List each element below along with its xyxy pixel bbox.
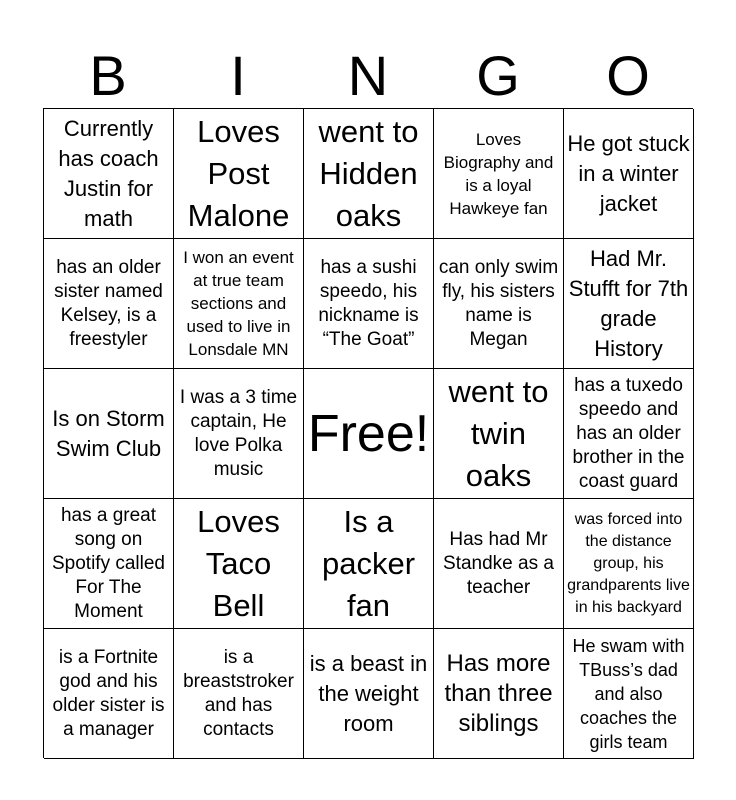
cell-text: can only swim fly, his sisters name is Megan: [438, 256, 559, 350]
bingo-cell[interactable]: [564, 499, 694, 629]
bingo-cell[interactable]: [174, 629, 304, 759]
cell-text: Had Mr. Stufft for 7th grade History: [568, 245, 689, 361]
bingo-cell[interactable]: [304, 499, 434, 629]
cell-text: was forced into the distance group, his grandparents live in his backyard: [567, 510, 690, 616]
cell-text: He got stuck in a winter jacket: [567, 130, 690, 216]
free-space-cell[interactable]: [304, 369, 434, 499]
cell-text: went to twin oaks: [448, 373, 549, 493]
cell-text: is a beast in the weight room: [309, 650, 428, 736]
bingo-cell[interactable]: [434, 499, 564, 629]
bingo-cell[interactable]: [434, 109, 564, 239]
cell-text: He swam with TBuss’s dad and also coaches the girls team: [572, 635, 685, 752]
bingo-cell[interactable]: [174, 369, 304, 499]
bingo-cell[interactable]: [564, 629, 694, 759]
bingo-cell[interactable]: [174, 239, 304, 369]
bingo-cell[interactable]: [304, 239, 434, 369]
bingo-cell[interactable]: [564, 239, 694, 369]
bingo-cell[interactable]: [304, 629, 434, 759]
cell-text: Is on Storm Swim Club: [52, 405, 165, 461]
cell-text: has a great song on Spotify called For The Moment: [51, 504, 165, 622]
bingo-cell[interactable]: [564, 369, 694, 499]
header-letter-o: O: [606, 44, 650, 107]
cell-text: went to Hidden oaks: [318, 113, 419, 233]
cell-text: is a breaststroker and has contacts: [183, 646, 294, 740]
bingo-cell[interactable]: [44, 239, 174, 369]
cell-text: I was a 3 time captain, He love Polka music: [179, 386, 298, 480]
cell-text: has an older sister named Kelsey, is a freestyler: [54, 256, 163, 350]
header-letter-b: B: [89, 44, 127, 107]
header-letter-g: G: [476, 44, 520, 107]
cell-text: Loves Taco Bell: [197, 503, 280, 623]
cell-text: Currently has coach Justin for math: [58, 115, 159, 231]
bingo-board: [43, 108, 693, 758]
bingo-cell[interactable]: [434, 629, 564, 759]
cell-text: Has more than three siblings: [444, 649, 553, 737]
cell-text: Loves Biography and is a loyal Hawkeye fan: [443, 129, 554, 218]
bingo-cell[interactable]: [44, 629, 174, 759]
header-letter-i: I: [230, 44, 246, 107]
cell-text: Has had Mr Standke as a teacher: [443, 528, 554, 598]
bingo-cell[interactable]: [44, 369, 174, 499]
free-space-text: Free!: [307, 404, 430, 463]
header-letter-n: N: [347, 44, 389, 107]
bingo-header: [43, 46, 693, 106]
bingo-cell[interactable]: [434, 369, 564, 499]
cell-text: I won an event at true team sections and used to live in Lonsdale MN: [183, 248, 294, 359]
bingo-cell[interactable]: [304, 109, 434, 239]
bingo-cell[interactable]: [44, 109, 174, 239]
bingo-cell[interactable]: [174, 109, 304, 239]
bingo-cell[interactable]: [434, 239, 564, 369]
bingo-cell[interactable]: [44, 499, 174, 629]
bingo-cell[interactable]: [564, 109, 694, 239]
cell-text: has a sushi speedo, his nickname is “The Goat”: [318, 256, 419, 350]
cell-text: has a tuxedo speedo and has an older brother in the coast guard: [572, 374, 685, 492]
bingo-cell[interactable]: [174, 499, 304, 629]
cell-text: Loves Post Malone: [187, 113, 290, 233]
cell-text: Is a packer fan: [321, 503, 416, 623]
cell-text: is a Fortnite god and his older sister is a manager: [52, 646, 165, 740]
